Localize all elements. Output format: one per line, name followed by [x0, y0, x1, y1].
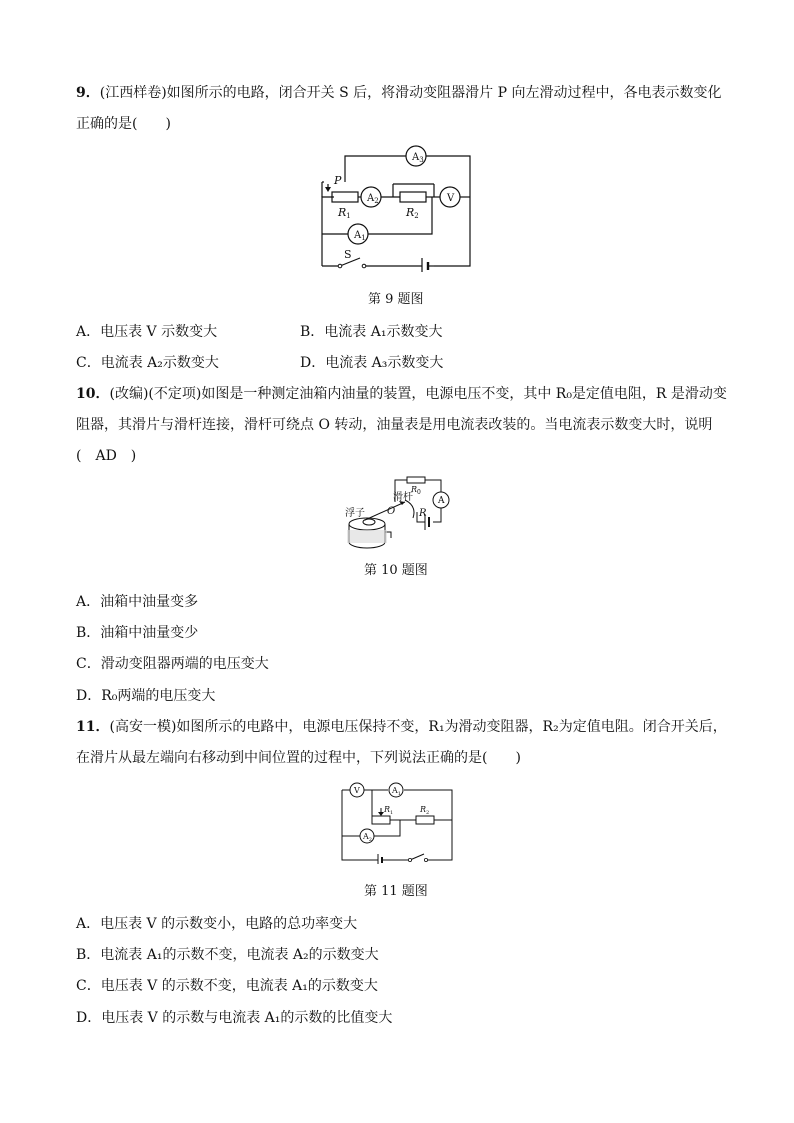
svg-text:滑杆: 滑杆	[393, 492, 413, 503]
q11-r1-resistor	[372, 816, 390, 824]
svg-text:P: P	[334, 174, 342, 187]
q9-stem-line1	[76, 84, 721, 102]
q10-option-a[interactable]: A．油箱中油量变多	[76, 594, 199, 610]
svg-text:S: S	[344, 248, 352, 261]
q11-option-d[interactable]: D．电压表 V 的示数与电流表 A₁的示数的比值变大	[76, 1010, 393, 1026]
svg-text:V: V	[354, 786, 360, 795]
q9-stem-line2: 正确的是( )	[76, 116, 171, 132]
q9-stem-text1: (江西样卷)如图所示的电路，闭合开关 S 后，将滑动变阻器滑片 P 向左滑动过程中，各电表示数变化	[99, 85, 722, 101]
svg-text:浮子: 浮子	[345, 508, 365, 519]
q10-answer-bracket: ( AD )	[76, 448, 137, 464]
q9-option-c[interactable]: C．电流表 A₂示数变大	[76, 355, 219, 371]
q9-option-b[interactable]: B．电流表 A₁示数变大	[300, 324, 443, 340]
q10-stem-text1: (改编)(不定项)如图是一种测定油箱内油量的装置，电源电压不变，其中 R₀是定值电阻，R 是滑动变	[109, 386, 727, 402]
svg-text:A1: $A_1$	[354, 230, 366, 242]
q11-option-b[interactable]: B．电流表 A₁的示数不变，电流表 A₂的示数变大	[76, 947, 379, 963]
q10-figure-caption: 第 10 题图	[364, 563, 428, 578]
q9-number: 9．	[76, 85, 100, 101]
q9-r1-resistor	[332, 192, 358, 202]
q11-circuit-diagram	[336, 780, 458, 864]
svg-text:R1: $R_1$	[384, 805, 394, 816]
svg-text:A2: $A_2$	[367, 193, 379, 205]
svg-text:O: O	[387, 506, 396, 517]
svg-text:A1: $A_1$	[392, 786, 401, 797]
svg-text:R1: R1	[338, 206, 351, 220]
svg-text:A: A	[438, 496, 445, 506]
svg-text:A2: $A_2$	[363, 832, 372, 843]
q9-option-a[interactable]: A．电压表 V 示数变大	[76, 324, 218, 340]
q11-stem-line2: 在滑片从最左端向右移动到中间位置的过程中，下列说法正确的是( )	[76, 750, 521, 766]
svg-text:R: R	[419, 508, 427, 519]
q9-figure-caption: 第 9 题图	[368, 292, 424, 307]
q9-option-d[interactable]: D．电流表 A₃示数变大	[300, 355, 444, 371]
q11-stem-text1: (高安一模)如图所示的电路中，电源电压保持不变，R₁为滑动变阻器，R₂为定值电阻。闭合开关后，	[109, 719, 727, 735]
q11-stem-line1	[76, 718, 727, 736]
svg-text:R2: R2	[406, 206, 419, 220]
svg-text:V: V	[447, 193, 455, 204]
q11-number: 11．	[76, 719, 110, 735]
q10-oil-gauge-diagram	[345, 472, 460, 554]
q10-number: 10．	[76, 386, 110, 402]
svg-text:R2: $R_2$	[420, 805, 430, 816]
q11-figure-caption: 第 11 题图	[364, 884, 428, 899]
q10-stem-line1	[76, 385, 727, 403]
q10-option-d[interactable]: D．R₀两端的电压变大	[76, 688, 216, 704]
q11-option-a[interactable]: A．电压表 V 的示数变小，电路的总功率变大	[76, 916, 358, 932]
q11-r2-resistor	[416, 816, 434, 824]
q10-stem-line2: 阻器，其滑片与滑杆连接，滑杆可绕点 O 转动，油量表是用电流表改装的。当电流表示数变大时，说明	[76, 417, 713, 433]
q10-option-b[interactable]: B．油箱中油量变少	[76, 625, 199, 641]
q11-option-c[interactable]: C．电压表 V 的示数不变，电流表 A₁的示数变大	[76, 978, 378, 994]
svg-text:A3: $A_3$	[412, 152, 424, 164]
q9-circuit-diagram	[310, 142, 480, 272]
q10-option-c[interactable]: C．滑动变阻器两端的电压变大	[76, 656, 269, 672]
q10-r0-resistor	[407, 477, 425, 483]
svg-text:R0: $R_0$	[411, 485, 421, 496]
q9-r2-resistor	[400, 192, 426, 202]
